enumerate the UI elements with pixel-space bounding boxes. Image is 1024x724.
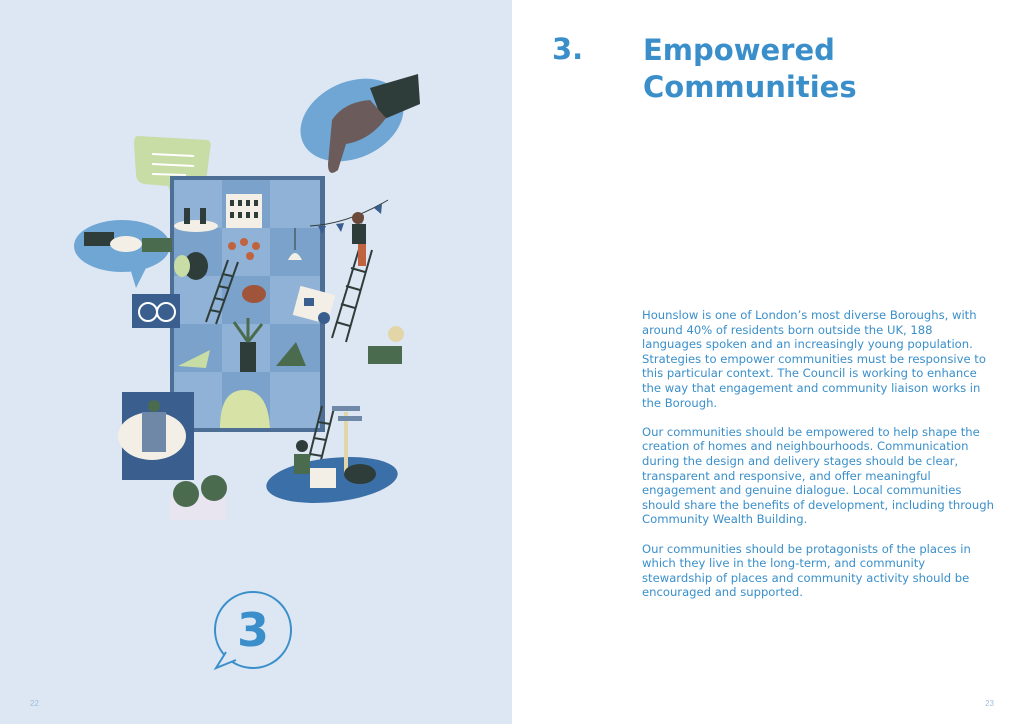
- paragraph: Our communities should be protagonists of the places in which they live in the long-term, and community stewardship of places and community activity should be encouraged and supported.: [642, 541, 971, 600]
- community-illustration: [70, 60, 430, 530]
- page-number-right: 23: [985, 699, 994, 708]
- planter-icon: [170, 475, 227, 520]
- chapter-title-line2: Communities: [643, 70, 857, 104]
- money-clock-icon: [132, 294, 180, 328]
- building-icon: [226, 194, 262, 228]
- tree-icon: [174, 252, 208, 280]
- chapter-title: [643, 32, 943, 106]
- chapter-number: 3.: [552, 32, 584, 66]
- right-page: [512, 0, 1024, 724]
- pond-shape: [242, 285, 266, 303]
- handshake-icon: [74, 220, 172, 288]
- hand-icon: [287, 63, 420, 178]
- page-number-left: 22: [30, 699, 39, 708]
- badge-number: 3: [236, 603, 270, 657]
- person-figure: [352, 212, 366, 266]
- paragraph: Our communities should be empowered to help shape the creation of homes and neighbourhoods. Communication during the design and delivery stages should be clear, transparent and responsive, and offer meaningful engagement and genuine dialogue. Local communities should share the benefits of development, including through Community Wealth Building.: [642, 424, 994, 527]
- tablet-icon: [118, 392, 194, 480]
- body-text: [642, 308, 994, 614]
- box-icon: [368, 326, 404, 364]
- chapter-title-line1: Empowered: [643, 33, 835, 67]
- chapter-badge-icon: [208, 590, 298, 674]
- paragraph: Hounslow is one of London’s most diverse Boroughs, with around 40% of residents born outside the UK, 188 languages spoken and an increasingly young population. Strategies to empower communities must be responsive to this particular context. The Council is working to enhance the way that engagement and community liaison works in the Borough.: [642, 308, 986, 410]
